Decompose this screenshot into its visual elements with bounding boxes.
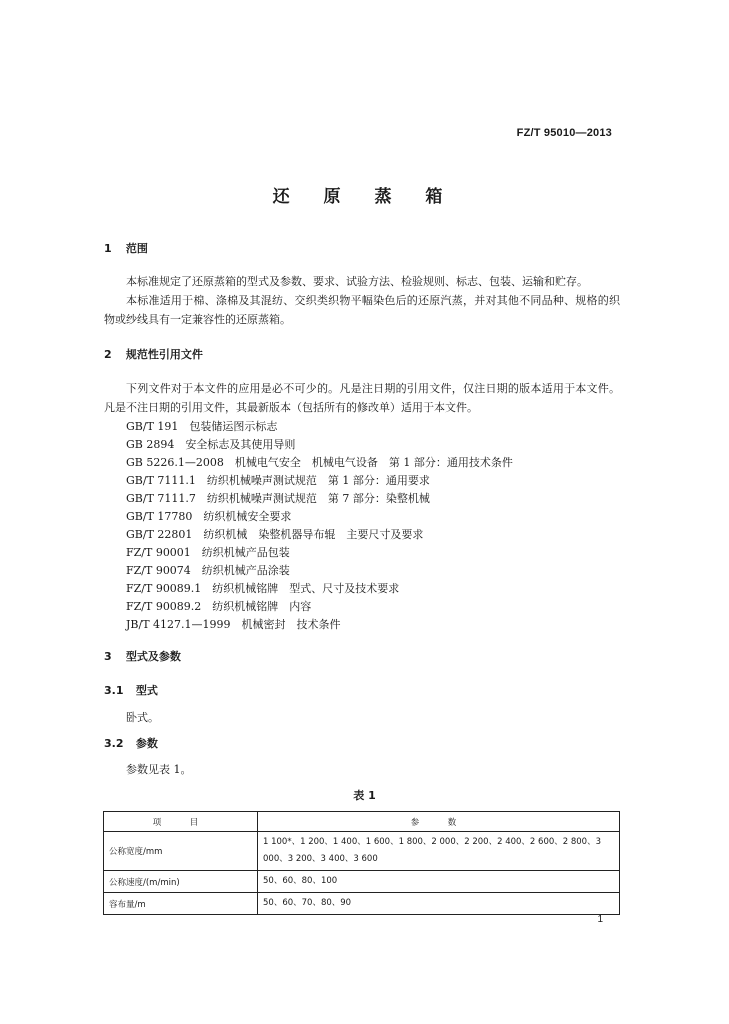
table-caption: 表 1: [353, 789, 376, 802]
section-number: 1: [104, 242, 112, 255]
section-title: 规范性引用文件: [125, 348, 203, 361]
subsection-3-2-text: 参数见表 1。: [126, 763, 192, 776]
table-cell-label: 公称速度/(m/min): [104, 871, 258, 893]
reference-item: FZ/T 90074 纺织机械产品涂装: [126, 564, 290, 577]
table-cell-label: 公称宽度/mm: [104, 832, 258, 871]
subsection-3-1-heading: [104, 682, 158, 698]
table-row: [104, 832, 620, 871]
reference-item: GB/T 191 包装储运图示标志: [126, 420, 278, 433]
section-2-heading: [104, 346, 203, 362]
reference-item: GB/T 7111.1 纺织机械噪声测试规范 第 1 部分：通用要求: [126, 474, 430, 487]
reference-item: GB 2894 安全标志及其使用导则: [126, 438, 296, 451]
table-row: [104, 893, 620, 915]
parameter-table: [103, 811, 620, 915]
section-number: 3: [104, 650, 112, 663]
document-number: FZ/T 95010—2013: [516, 127, 612, 139]
reference-item: JB/T 4127.1—1999 机械密封 技术条件: [126, 618, 341, 631]
table-cell-value: 50、60、70、80、90: [258, 893, 620, 915]
subsection-title: 参数: [135, 737, 158, 750]
section-1-paragraph-2: 本标准适用于棉、涤棉及其混纺、交织类织物平幅染色后的还原汽蒸，并对其他不同品种、规格的织物或纱线具有一定兼容性的还原蒸箱。: [104, 294, 620, 326]
table-header-cell: 参 数: [258, 812, 620, 832]
section-2-intro: 下列文件对于本文件的应用是必不可少的。凡是注日期的引用文件，仅注日期的版本适用于本文件。凡是不注日期的引用文件，其最新版本（包括所有的修改单）适用于本文件。: [104, 382, 620, 414]
table-cell-value: 1 100*、1 200、1 400、1 600、1 800、2 000、2 200、2 400、2 600、2 800、3 000、3 200、3 400、3 600: [258, 832, 620, 871]
table-cell-value: 50、60、80、100: [258, 871, 620, 893]
subsection-number: 3.2: [104, 737, 124, 750]
subsection-3-2-heading: [104, 735, 158, 751]
section-title: 型式及参数: [125, 650, 181, 663]
subsection-number: 3.1: [104, 684, 124, 697]
subsection-3-1-text: 卧式。: [126, 711, 159, 724]
reference-item: FZ/T 90089.2 纺织机械铭牌 内容: [126, 600, 312, 613]
table-header-row: [104, 812, 620, 832]
table-row: [104, 871, 620, 893]
reference-item: GB/T 17780 纺织机械安全要求: [126, 510, 292, 523]
table-header-cell: 项 目: [104, 812, 258, 832]
subsection-title: 型式: [135, 684, 158, 697]
reference-item: GB/T 7111.7 纺织机械噪声测试规范 第 7 部分：染整机械: [126, 492, 430, 505]
reference-item: FZ/T 90089.1 纺织机械铭牌 型式、尺寸及技术要求: [126, 582, 400, 595]
reference-item: GB 5226.1—2008 机械电气安全 机械电气设备 第 1 部分：通用技术条件: [126, 456, 513, 469]
section-number: 2: [104, 348, 112, 361]
section-1-heading: [104, 240, 148, 256]
page-number: 1: [597, 914, 603, 925]
reference-item: GB/T 22801 纺织机械 染整机器导布辊 主要尺寸及要求: [126, 528, 424, 541]
table-cell-label: 容布量/m: [104, 893, 258, 915]
section-3-heading: [104, 648, 181, 664]
document-title: 还 原 蒸 箱: [272, 187, 457, 207]
reference-item: FZ/T 90001 纺织机械产品包装: [126, 546, 290, 559]
section-1-paragraph-1: 本标准规定了还原蒸箱的型式及参数、要求、试验方法、检验规则、标志、包装、运输和贮存。: [126, 275, 588, 288]
section-title: 范围: [125, 242, 148, 255]
